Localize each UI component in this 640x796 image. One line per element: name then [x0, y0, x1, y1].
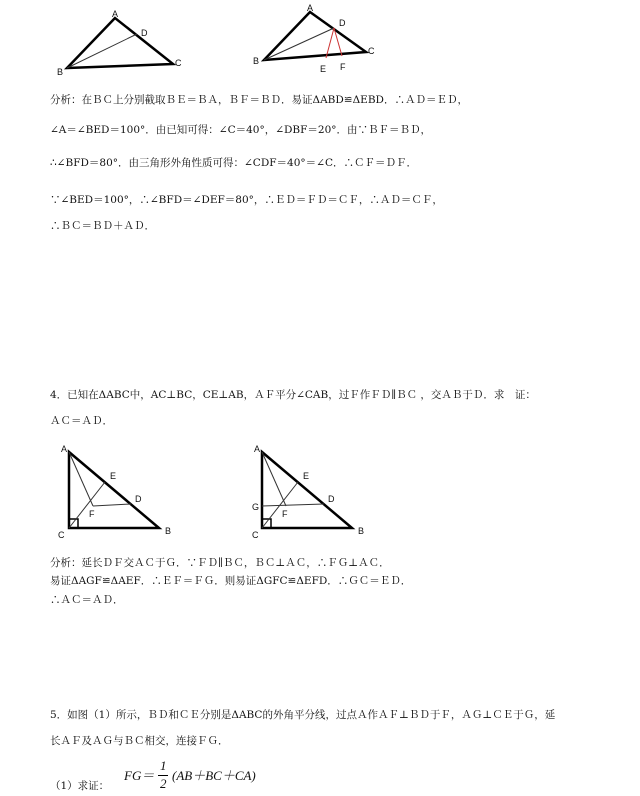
- label-d: D: [328, 494, 335, 504]
- analysis3-line4: ∵∠BED＝100°，∴∠BFD＝∠DEF＝80°，∴ＥＤ＝ＦＤ＝ＣＦ，∴ＡＤ＝ＣＦ，: [50, 194, 443, 206]
- label-a: A: [61, 444, 68, 454]
- label-c: C: [368, 46, 375, 56]
- segment-gd: [262, 504, 324, 506]
- formula-denominator: 2: [160, 776, 167, 791]
- problem4-line1: 4．已知在ΔABC中，AC⊥BC，CE⊥AB，ＡＦ平分∠CAB，过Ｆ作ＦＤ∥ＢＣ ，交ＡＢ于Ｄ．求 证：: [50, 389, 536, 401]
- label-c: C: [252, 530, 259, 540]
- formula: [124, 758, 324, 794]
- analysis4-line1: 分析：延长ＤＦ交ＡＣ于Ｇ．∵ＦＤ∥ＢＣ，ＢＣ⊥ＡＣ，∴ＦＧ⊥ＡＣ．: [50, 557, 390, 569]
- segment-fd: [93, 504, 131, 506]
- triangle-abc: [262, 452, 352, 528]
- figure-right-triangle-g: [250, 442, 380, 542]
- label-a: A: [254, 444, 261, 454]
- figure-triangle-abd: [55, 8, 185, 78]
- formula-lhs: FG＝: [124, 768, 155, 783]
- label-e: E: [320, 64, 327, 74]
- figure-triangle-abdef: [250, 2, 390, 80]
- formula-rhs: (AB＋BC＋CA): [172, 768, 256, 783]
- problem4-line2: ＡＣ＝ＡＤ．: [50, 415, 113, 427]
- segment-ce: [69, 482, 105, 528]
- analysis3-line5: ∴ＢＣ＝ＢＤ＋ＡＤ．: [50, 220, 155, 232]
- problem5-line1: 5．如图（1）所示，ＢＤ和ＣＥ分别是ΔABC的外角平分线，过点Ａ作ＡＦ⊥ＢＤ于Ｆ，ＡＧ⊥ＣＥ于Ｇ，延: [50, 709, 556, 721]
- label-c: C: [58, 530, 65, 540]
- label-e: E: [303, 471, 310, 481]
- segment-bd: [67, 34, 137, 68]
- part1-label: （1）求证：: [50, 780, 110, 792]
- label-a: A: [307, 3, 314, 13]
- problem5-line2: 长ＡＦ及ＡＧ与ＢＣ相交，连接ＦＧ．: [50, 735, 229, 747]
- label-b: B: [253, 56, 260, 66]
- label-f: F: [89, 509, 95, 519]
- label-a: A: [112, 9, 119, 19]
- label-d: D: [135, 494, 142, 504]
- label-b: B: [165, 526, 172, 536]
- label-f: F: [282, 509, 288, 519]
- analysis4-line3: ∴ＡＣ＝ＡＤ．: [50, 594, 124, 606]
- formula-numerator: 1: [160, 758, 167, 773]
- triangle-abc: [69, 452, 159, 528]
- analysis3-line1: 分析：在ＢＣ上分别截取ＢＥ＝ＢＡ，ＢＦ＝ＢＤ．易证ΔABD≌ΔEBD．∴ＡＤ＝ＥＤ，: [50, 94, 468, 106]
- label-b: B: [57, 67, 64, 77]
- label-b: B: [358, 526, 365, 536]
- label-c: C: [175, 58, 182, 68]
- label-d: D: [141, 28, 148, 38]
- analysis4-line2: 易证ΔAGF≌ΔAEF．∴ＥＦ＝ＦＧ．则易证ΔGFC≌ΔEFD．∴ＧＣ＝ＥＤ．: [50, 575, 412, 587]
- analysis3-line3: ∴∠BFD＝80°．由三角形外角性质可得：∠CDF＝40°＝∠C．∴ＣＦ＝ＤＦ．: [50, 157, 417, 169]
- label-f: F: [340, 62, 346, 72]
- label-g: G: [252, 502, 260, 512]
- label-d: D: [339, 18, 346, 28]
- segment-af: [69, 452, 93, 506]
- analysis3-line2: ∠A＝∠BED＝100°．由已知可得：∠C＝40°，∠DBF＝20°．由∵ＢＦ＝ＢＤ，: [50, 124, 432, 136]
- label-e: E: [110, 471, 117, 481]
- figure-right-triangle: [55, 442, 185, 542]
- segment-af: [262, 452, 286, 506]
